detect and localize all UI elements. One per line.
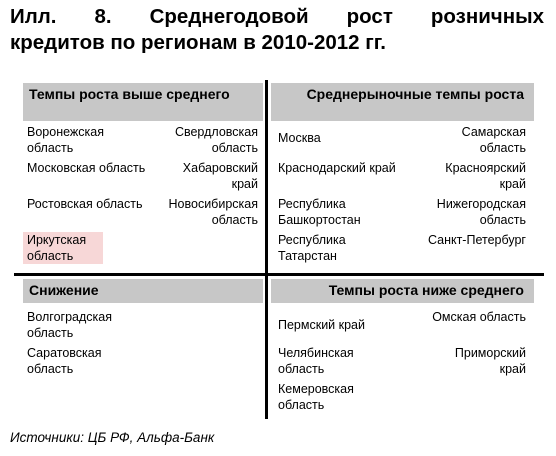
region-cell: Хабаровский край — [182, 161, 258, 191]
figure-title — [10, 4, 544, 56]
region-cell: Краснодарский край — [278, 161, 396, 175]
figure-title-line-1 — [10, 4, 544, 30]
region-matrix — [14, 80, 544, 419]
vertical-divider — [265, 80, 268, 419]
region-cell: Нижегородская область — [436, 197, 526, 227]
source-note: Источники: ЦБ РФ, Альфа-Банк — [10, 430, 215, 445]
region-cell: Саратовская область — [27, 346, 102, 376]
header-market-average: Среднерыночные темпы роста — [271, 83, 534, 121]
region-cell: Воронежская область — [27, 125, 104, 155]
region-cell: Санкт-Петербург — [427, 233, 526, 247]
region-cell: Республика Башкортостан — [278, 197, 361, 227]
region-cell: Красноярский край — [445, 161, 526, 191]
region-cell: Челябинская область — [278, 346, 354, 376]
region-cell: Московская область — [27, 161, 146, 175]
region-cell: Приморский край — [454, 346, 526, 376]
region-cell: Самарская область — [461, 125, 526, 155]
region-cell: Республика Татарстан — [278, 233, 346, 263]
region-cell-highlighted: Иркутская область — [23, 232, 103, 264]
region-cell: Пермский край — [278, 318, 365, 332]
header-above-average: Темпы роста выше среднего — [23, 83, 263, 121]
title-word: 8. — [94, 5, 112, 28]
region-cell: Ростовская область — [27, 197, 143, 211]
region-cell: Кемеровская область — [278, 382, 354, 412]
header-below-average: Темпы роста ниже среднего — [271, 279, 534, 303]
region-cell: Свердловская область — [174, 125, 258, 155]
region-cell: Москва — [278, 131, 321, 145]
region-cell: Омская область — [432, 310, 526, 324]
title-word: розничных — [430, 5, 544, 28]
figure-title-line-2: кредитов по регионам в 2010-2012 гг. — [10, 31, 386, 54]
horizontal-divider — [14, 273, 544, 276]
title-word: Илл. — [10, 5, 57, 28]
region-cell: Новосибирская область — [168, 197, 258, 227]
title-word: Среднегодовой — [149, 5, 309, 28]
title-word: рост — [346, 5, 393, 28]
region-cell: Волгоградская область — [27, 310, 113, 340]
header-decline: Снижение — [23, 279, 263, 303]
